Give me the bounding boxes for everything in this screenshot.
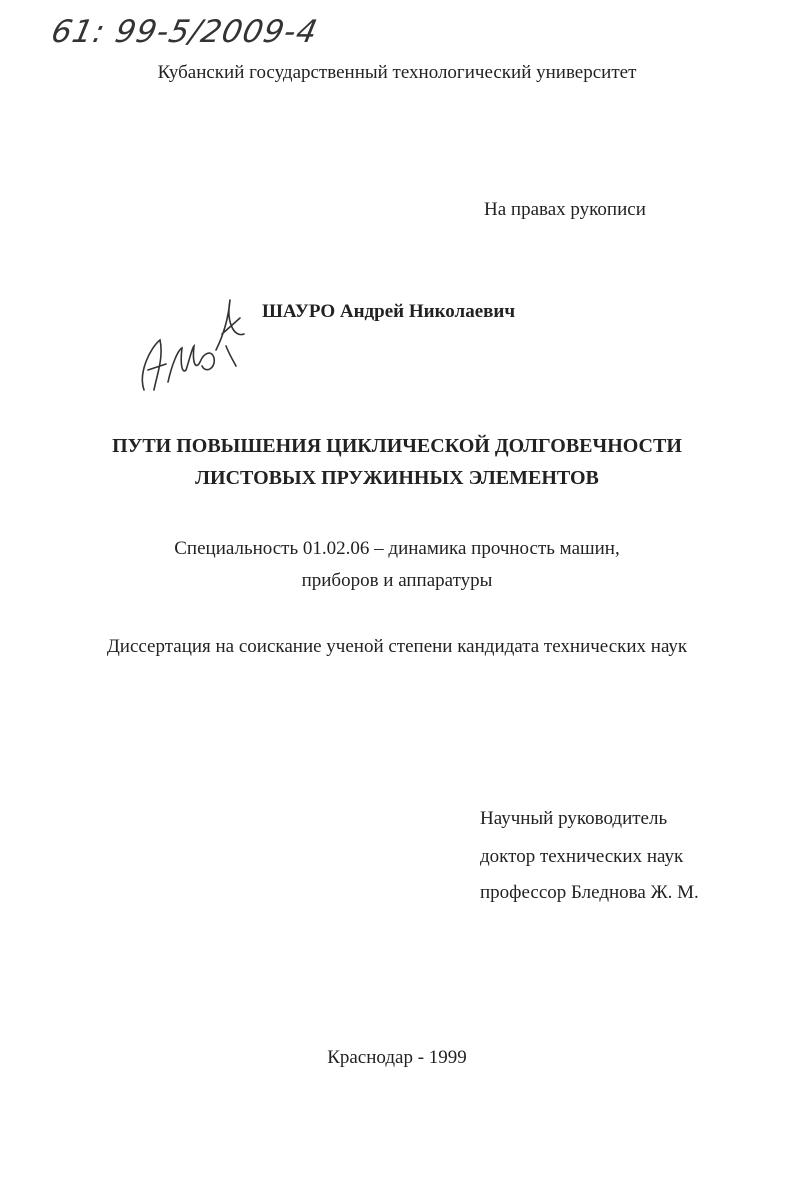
dissertation-title-line-2: ЛИСТОВЫХ ПРУЖИННЫХ ЭЛЕМЕНТОВ (195, 467, 599, 489)
supervisor-degree: доктор технических наук (480, 846, 684, 867)
specialty-line-2: приборов и аппаратуры (301, 570, 493, 591)
university-name: Кубанский государственный технологический университет (157, 62, 637, 83)
archive-stamp: 61: 99-5/2009-4 (48, 14, 322, 50)
city-year: Краснодар - 1999 (327, 1047, 467, 1068)
dissertation-type: Диссертация на соискание ученой степени кандидата технических наук (106, 636, 688, 657)
dissertation-title-line-1: ПУТИ ПОВЫШЕНИЯ ЦИКЛИЧЕСКОЙ ДОЛГОВЕЧНОСТИ (112, 435, 682, 457)
specialty-line-1: Специальность 01.02.06 – динамика прочность машин, (174, 538, 620, 559)
supervisor-role: Научный руководитель (480, 808, 668, 829)
supervisor-name: профессор Бледнова Ж. М. (480, 882, 699, 903)
signature (130, 278, 250, 408)
author-name: ШАУРО Андрей Николаевич (262, 301, 516, 322)
manuscript-rights: На правах рукописи (484, 199, 646, 220)
